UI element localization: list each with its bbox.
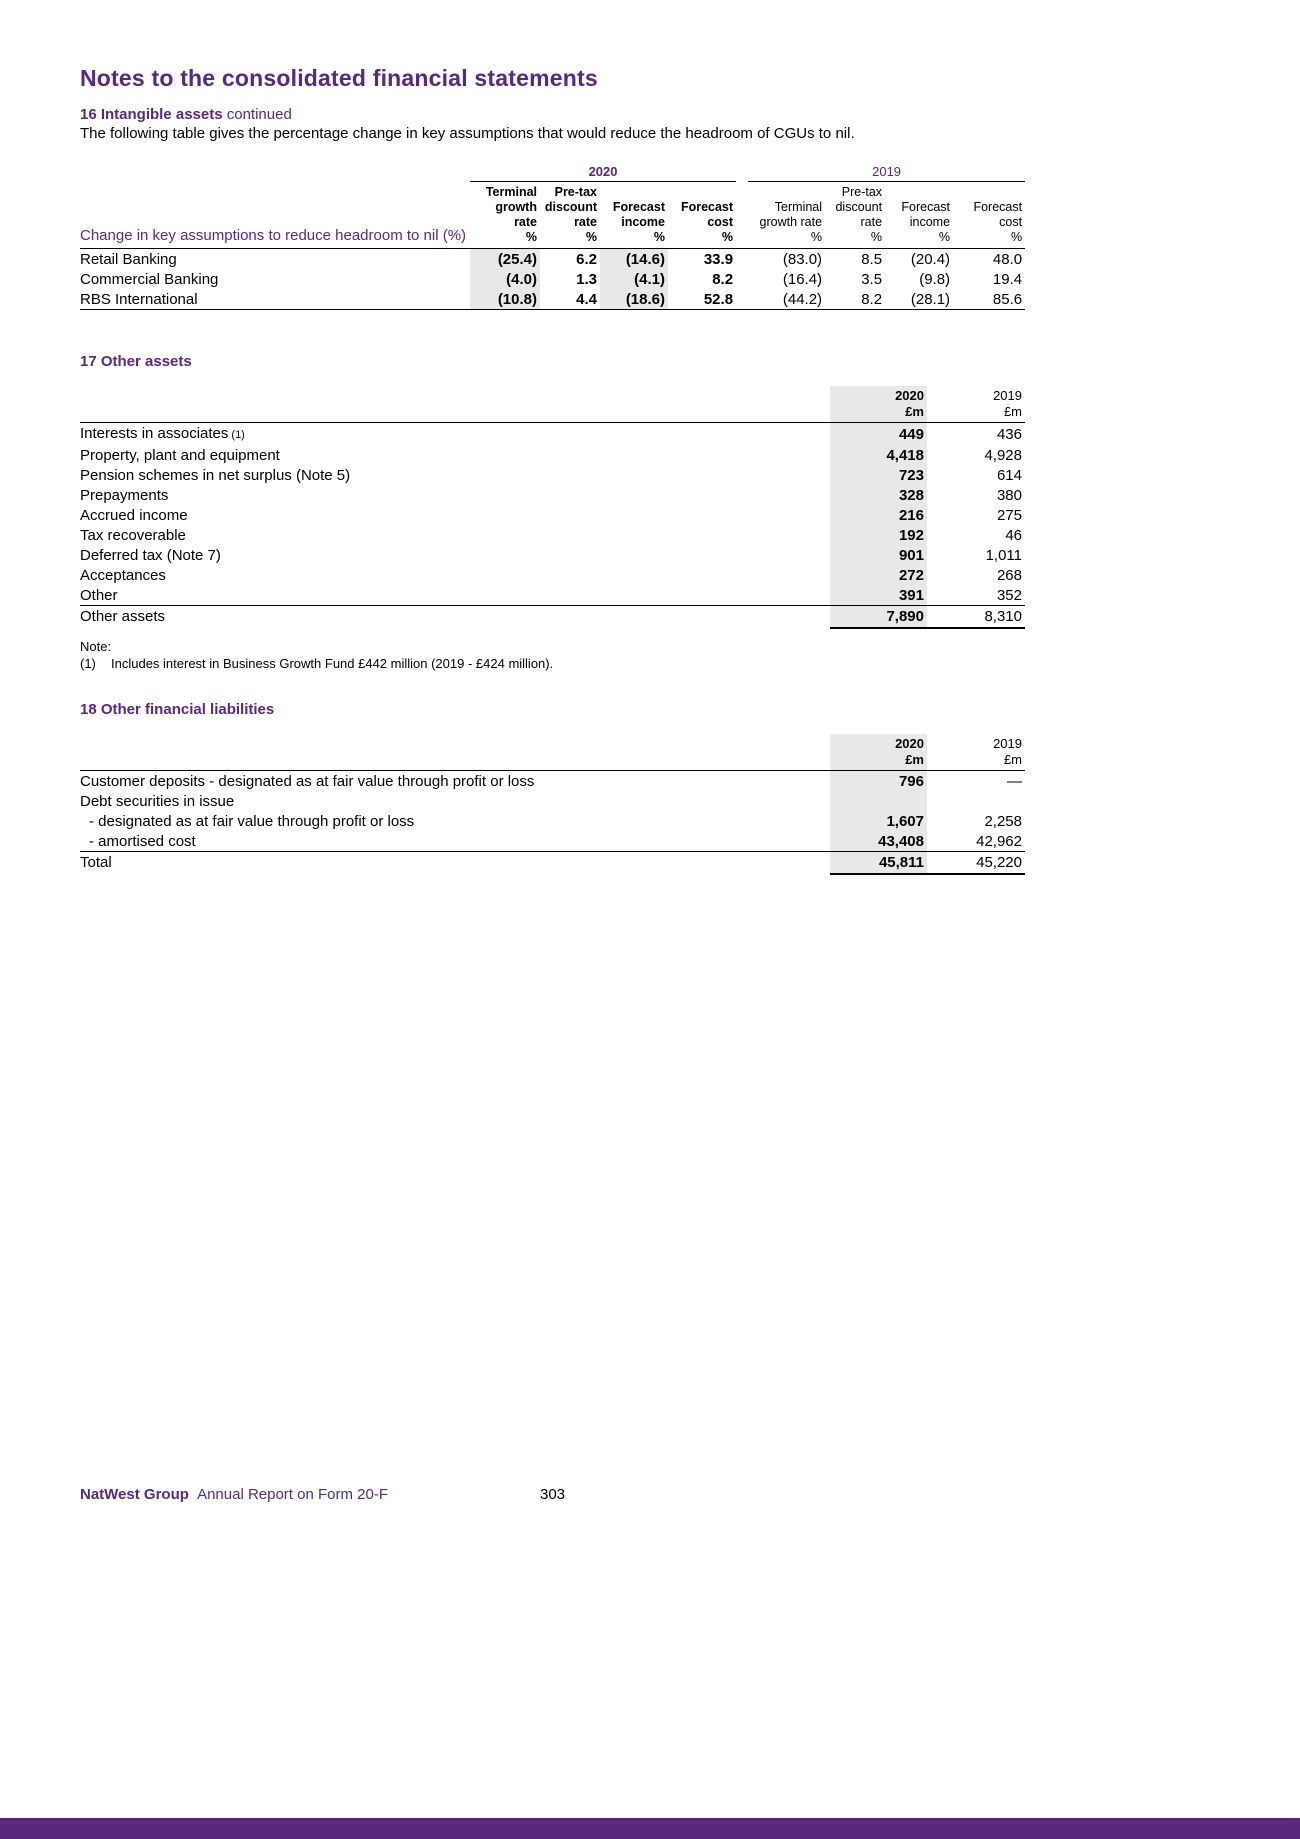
header-line: % — [585, 230, 597, 244]
col-header-terminal-growth-2019 — [748, 182, 825, 249]
header-line: rate — [574, 215, 597, 229]
table-row — [80, 831, 1025, 852]
header-line: cost — [999, 215, 1023, 229]
header-line: % — [810, 230, 823, 244]
page-content — [80, 0, 1025, 875]
year-header-row — [80, 734, 1025, 752]
value-2019: 1,011 — [985, 546, 1022, 564]
col-header-terminal-growth-2020 — [470, 182, 540, 249]
row-label: Tax recoverable — [80, 526, 186, 544]
footnote-reference: (1) — [231, 428, 245, 441]
group-spacer — [736, 289, 748, 310]
col-header-forecast-income-2019 — [885, 182, 953, 249]
value-2020-discount-rate: 6.2 — [576, 250, 597, 268]
value-2019-forecast-income: (28.1) — [885, 289, 953, 310]
year-2019-label: 2019 — [993, 388, 1022, 403]
value-2020: 796 — [830, 771, 927, 792]
value-2020-forecast-cost: 8.2 — [712, 270, 734, 288]
header-line: Terminal — [485, 185, 537, 199]
empty-cell — [80, 404, 830, 423]
value-2019-forecast-income: (20.4) — [910, 250, 951, 268]
footer-brand: NatWest Group — [80, 1486, 189, 1503]
footnote-item — [80, 655, 1025, 672]
year-2020-label: 2020 — [830, 386, 927, 404]
value-2020 — [830, 791, 927, 811]
value-2019-discount-rate: 8.2 — [825, 289, 885, 310]
total-value-2020: 7,890 — [830, 606, 927, 629]
year-2019-label: 2019 — [748, 164, 1025, 182]
row-label: RBS International — [80, 289, 470, 310]
header-line: Forecast — [680, 200, 734, 214]
table-row — [80, 465, 1025, 485]
value-2020-terminal-growth: (4.0) — [470, 269, 540, 289]
column-header-row — [80, 182, 1025, 249]
header-line: growth rate — [495, 200, 537, 229]
value-2019: 275 — [996, 506, 1022, 524]
unit-header-row — [80, 752, 1025, 771]
header-line: % — [938, 230, 951, 244]
section-16-intro-text: The following table gives the percentage change in key assumptions that would reduce the headroom of CGUs to nil. — [80, 125, 855, 142]
header-line: growth rate — [759, 215, 823, 229]
row-label: Acceptances — [80, 566, 166, 584]
table-row — [80, 565, 1025, 585]
row-label: Other — [80, 586, 118, 604]
value-2019-terminal-growth: (44.2) — [748, 289, 825, 310]
table-row-rbs-international — [80, 289, 1025, 310]
header-line: % — [721, 230, 734, 244]
value-2019: 4,928 — [984, 446, 1022, 464]
value-2020-forecast-cost: 33.9 — [703, 250, 734, 268]
value-2019: 46 — [1005, 526, 1022, 544]
header-line: % — [1010, 230, 1023, 244]
value-2019-forecast-cost: 48.0 — [992, 250, 1023, 268]
header-line: % — [653, 230, 665, 244]
value-2019-discount-rate: 3.5 — [861, 270, 883, 288]
row-label: - amortised cost — [89, 832, 196, 850]
total-value-2019: 45,220 — [927, 852, 1025, 875]
value-2019-discount-rate: 8.5 — [861, 250, 883, 268]
col-header-forecast-cost-2020 — [668, 182, 736, 249]
value-2019-terminal-growth: (16.4) — [782, 270, 823, 288]
row-label: Customer deposits - designated as at fair value through profit or loss — [80, 772, 535, 790]
table-row — [80, 423, 1025, 446]
row-label: Pension schemes in net surplus (Note 5) — [80, 466, 351, 484]
value-2020-forecast-income: (14.6) — [600, 249, 668, 270]
value-2020-discount-rate: 1.3 — [576, 270, 597, 288]
empty-cell — [80, 164, 470, 182]
value-2019-forecast-cost: 19.4 — [992, 270, 1023, 288]
bottom-brand-bar — [0, 1818, 1300, 1839]
section-16-continued: continued — [226, 106, 292, 123]
footer-left — [80, 1486, 388, 1504]
footer-report-title: Annual Report on Form 20-F — [197, 1486, 388, 1503]
header-line: discount — [835, 200, 883, 214]
value-2020: 192 — [830, 525, 927, 545]
unit-2019-label: £m — [927, 404, 1025, 423]
value-2019 — [927, 791, 1025, 811]
row-label: Deferred tax (Note 7) — [80, 546, 221, 564]
empty-cell — [80, 734, 830, 752]
value-2020-terminal-growth: (25.4) — [470, 249, 540, 270]
table-row — [80, 485, 1025, 505]
value-2020: 216 — [830, 505, 927, 525]
table-row-commercial-banking — [80, 269, 1025, 289]
group-spacer — [736, 269, 748, 289]
table-row — [80, 771, 1025, 792]
row-label — [80, 423, 830, 446]
value-2019: 380 — [996, 486, 1022, 504]
value-2020-forecast-income: (18.6) — [600, 289, 668, 310]
section-18-heading: 18 Other financial liabilities — [80, 701, 275, 718]
total-value-2020: 45,811 — [830, 852, 927, 875]
footnote-block — [80, 638, 1025, 672]
unit-2020-label: £m — [830, 752, 927, 771]
footnote-marker: (1) — [80, 656, 96, 671]
row-label: Commercial Banking — [80, 270, 219, 288]
table-row — [80, 585, 1025, 606]
other-financial-liabilities-table — [80, 734, 1025, 875]
header-line: Pre-tax — [841, 185, 883, 199]
group-spacer — [736, 249, 748, 270]
header-line: Forecast — [901, 200, 951, 214]
empty-cell — [80, 752, 830, 771]
header-line: cost — [707, 215, 734, 229]
value-2019-forecast-income: (9.8) — [919, 270, 951, 288]
value-2020-terminal-growth: (10.8) — [470, 289, 540, 310]
section-16-number-title: 16 Intangible assets — [80, 106, 223, 123]
total-value-2019: 8,310 — [927, 606, 1025, 629]
table-row — [80, 505, 1025, 525]
table-row — [80, 811, 1025, 831]
header-line: Forecast — [973, 200, 1023, 214]
table-row-retail-banking — [80, 249, 1025, 270]
table-row — [80, 525, 1025, 545]
value-2020: 901 — [830, 545, 927, 565]
row-label-text: Interests in associates — [80, 424, 229, 442]
header-line: rate — [860, 215, 883, 229]
row-label: Prepayments — [80, 486, 169, 504]
value-2020: 4,418 — [830, 445, 927, 465]
value-2020-forecast-income: (4.1) — [600, 269, 668, 289]
year-2020-label: 2020 — [830, 734, 927, 752]
header-line: discount — [544, 200, 597, 214]
header-line: income — [621, 215, 665, 229]
value-2019-terminal-growth: (83.0) — [782, 250, 823, 268]
value-2019-forecast-cost: 85.6 — [953, 289, 1025, 310]
value-2019: 2,258 — [984, 812, 1022, 830]
key-assumptions-table — [80, 164, 1025, 310]
row-label: Accrued income — [80, 506, 188, 524]
value-2019: 42,962 — [976, 832, 1022, 850]
value-2019: 614 — [996, 466, 1022, 484]
year-2019-label: 2019 — [993, 736, 1022, 751]
table-row — [80, 791, 1025, 811]
table-row — [80, 545, 1025, 565]
header-line: income — [909, 215, 951, 229]
value-2020: 43,408 — [830, 831, 927, 852]
unit-2019-label: £m — [927, 752, 1025, 771]
value-2020: 449 — [830, 423, 927, 446]
col-header-forecast-income-2020 — [600, 182, 668, 249]
value-2019: — — [1007, 772, 1022, 790]
value-2019: 352 — [996, 586, 1022, 604]
value-2019: 436 — [996, 425, 1022, 443]
total-row — [80, 852, 1025, 875]
col-header-forecast-cost-2019 — [953, 182, 1025, 249]
total-label: Total — [80, 852, 830, 875]
year-2020-label: 2020 — [470, 164, 736, 182]
value-2020: 391 — [830, 585, 927, 606]
col-header-pretax-discount-2020 — [540, 182, 600, 249]
value-2020: 1,607 — [830, 811, 927, 831]
group-spacer — [736, 182, 748, 249]
total-label: Other assets — [80, 606, 830, 629]
col-header-pretax-discount-2019 — [825, 182, 885, 249]
other-assets-table — [80, 386, 1025, 629]
row-group-header: Change in key assumptions to reduce headroom to nil (%) — [80, 182, 470, 249]
row-label: Retail Banking — [80, 250, 177, 268]
page-title: Notes to the consolidated financial statements — [80, 65, 598, 91]
value-2019: 268 — [996, 566, 1022, 584]
header-line: Forecast — [612, 200, 665, 214]
empty-cell — [80, 386, 830, 404]
section-16-heading — [80, 105, 1025, 124]
header-line: Pre-tax — [554, 185, 597, 199]
group-spacer — [736, 164, 748, 182]
value-2020-discount-rate: 4.4 — [540, 289, 600, 310]
year-header-row — [80, 164, 1025, 182]
value-2020: 328 — [830, 485, 927, 505]
unit-2020-label: £m — [830, 404, 927, 423]
section-17-heading: 17 Other assets — [80, 353, 192, 370]
total-row — [80, 606, 1025, 629]
value-2020-forecast-cost: 52.8 — [668, 289, 736, 310]
header-line: Terminal — [774, 200, 823, 214]
row-label: Debt securities in issue — [80, 792, 235, 810]
year-header-row — [80, 386, 1025, 404]
page-number: 303 — [539, 1486, 566, 1503]
table-row — [80, 445, 1025, 465]
footnote-text: Includes interest in Business Growth Fund £442 million (2019 - £424 million). — [111, 656, 554, 671]
row-label: - designated as at fair value through profit or loss — [89, 812, 415, 830]
value-2020: 723 — [830, 465, 927, 485]
row-label: Property, plant and equipment — [80, 446, 280, 464]
header-line: % — [525, 230, 537, 244]
footnote-heading: Note: — [80, 639, 112, 654]
header-line: % — [870, 230, 883, 244]
value-2020: 272 — [830, 565, 927, 585]
unit-header-row — [80, 404, 1025, 423]
